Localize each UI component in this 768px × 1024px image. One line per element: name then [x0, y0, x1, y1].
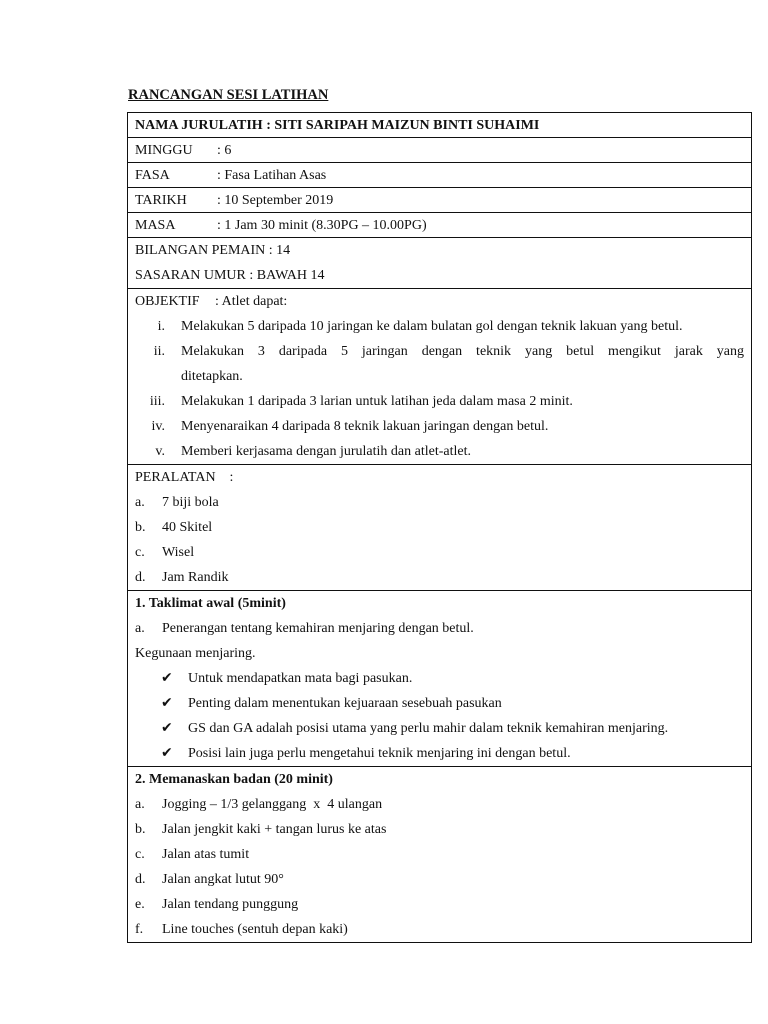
check-mark-icon: ✔ — [161, 745, 173, 761]
phase-value: : Fasa Latihan Asas — [217, 168, 327, 183]
warmup-item — [135, 792, 744, 817]
week-label: MINGGU — [135, 143, 193, 158]
equipment-text: Wisel — [162, 545, 195, 560]
date-label: TARIKH — [135, 193, 187, 208]
age-target: SASARAN UMUR : BAWAH 14 — [135, 268, 325, 283]
time-label: MASA — [135, 218, 176, 233]
week-row — [127, 138, 752, 163]
objective-item — [135, 439, 744, 464]
warmup-text: Jalan atas tumit — [162, 847, 250, 862]
briefing-letter: a. — [135, 621, 145, 636]
warmup-heading: 2. Memanaskan badan (20 minit) — [135, 772, 333, 787]
check-item-text: Penting dalam menentukan kejuaraan sesebuah pasukan — [188, 696, 502, 711]
briefing-subheading: Kegunaan menjaring. — [135, 646, 256, 661]
equipment-letter: d. — [135, 570, 146, 585]
check-mark-icon: ✔ — [161, 670, 173, 686]
time-row — [127, 213, 752, 238]
objective-item — [135, 389, 744, 414]
objective-heading — [135, 289, 744, 314]
warmup-text: Jalan tendang punggung — [162, 897, 299, 912]
equipment-text: 40 Skitel — [162, 520, 213, 535]
equipment-heading: PERALATAN : — [135, 470, 234, 485]
objective-text: Menyenaraikan 4 daripada 8 teknik lakuan jaringan dengan betul. — [181, 419, 549, 434]
warmup-letter: a. — [135, 797, 145, 812]
objective-text: Melakukan 5 daripada 10 jaringan ke dalam bulatan gol dengan teknik lakuan yang betul. — [181, 319, 683, 334]
equipment-letter: c. — [135, 545, 145, 560]
warmup-item — [135, 842, 744, 867]
objective-label: OBJEKTIF — [135, 294, 200, 309]
warmup-letter: e. — [135, 897, 145, 912]
warmup-letter: c. — [135, 847, 145, 862]
equipment-item — [135, 565, 744, 590]
objective-text: ditetapkan. — [181, 369, 243, 384]
objective-number: iii. — [149, 394, 165, 409]
session-plan-table — [127, 112, 752, 943]
equipment-letter: b. — [135, 520, 146, 535]
equipment-text: 7 biji bola — [162, 495, 219, 510]
warmup-item — [135, 917, 744, 942]
objective-text: Memberi kerjasama dengan jurulatih dan atlet-atlet. — [181, 444, 471, 459]
equipment-item — [135, 515, 744, 540]
warmup-item — [135, 817, 744, 842]
check-mark-icon: ✔ — [161, 720, 173, 736]
equipment-text: Jam Randik — [162, 570, 229, 585]
phase-label: FASA — [135, 168, 170, 183]
phase-row — [127, 163, 752, 188]
date-row — [127, 188, 752, 213]
document-title: RANCANGAN SESI LATIHAN — [128, 87, 329, 103]
warmup-section — [127, 767, 752, 943]
objective-item — [135, 314, 744, 339]
objective-number: v. — [155, 444, 165, 459]
players-age-row — [127, 238, 752, 289]
objective-item-continued — [135, 364, 744, 389]
warmup-letter: f. — [135, 922, 144, 937]
objective-number: ii. — [153, 344, 165, 359]
briefing-check-item — [135, 716, 744, 741]
objective-item — [135, 414, 744, 439]
objective-number: iv. — [151, 419, 165, 434]
players-count: BILANGAN PEMAIN : 14 — [135, 243, 291, 258]
briefing-check-item — [135, 691, 744, 716]
objective-intro: : Atlet dapat: — [215, 294, 288, 309]
warmup-text: Line touches (sentuh depan kaki) — [162, 922, 348, 937]
check-item-text: Posisi lain juga perlu mengetahui teknik menjaring ini dengan betul. — [188, 746, 571, 761]
objective-text: Melakukan 1 daripada 3 larian untuk latihan jeda dalam masa 2 minit. — [181, 394, 573, 409]
briefing-item — [135, 616, 744, 641]
time-value: : 1 Jam 30 minit (8.30PG – 10.00PG) — [217, 218, 427, 233]
objective-item — [135, 339, 744, 364]
briefing-section — [127, 591, 752, 767]
week-value: : 6 — [217, 143, 232, 158]
objective-number: i. — [157, 319, 165, 334]
date-value: : 10 September 2019 — [217, 193, 334, 208]
check-item-text: GS dan GA adalah posisi utama yang perlu mahir dalam teknik kemahiran menjaring. — [188, 721, 669, 736]
briefing-check-item — [135, 741, 744, 766]
equipment-item — [135, 540, 744, 565]
briefing-heading: 1. Taklimat awal (5minit) — [135, 596, 286, 611]
warmup-letter: b. — [135, 822, 146, 837]
warmup-text: Jalan jengkit kaki + tangan lurus ke atas — [162, 822, 387, 837]
warmup-text: Jalan angkat lutut 90° — [162, 872, 284, 887]
equipment-letter: a. — [135, 495, 145, 510]
briefing-text: Penerangan tentang kemahiran menjaring dengan betul. — [162, 621, 474, 636]
objective-section — [127, 289, 752, 465]
check-item-text: Untuk mendapatkan mata bagi pasukan. — [188, 671, 413, 686]
warmup-item — [135, 892, 744, 917]
briefing-check-item — [135, 666, 744, 691]
check-mark-icon: ✔ — [161, 695, 173, 711]
warmup-item — [135, 867, 744, 892]
warmup-text: Jogging – 1/3 gelanggang x 4 ulangan — [162, 797, 383, 812]
equipment-item — [135, 490, 744, 515]
equipment-section — [127, 465, 752, 591]
coach-name-row: NAMA JURULATIH : SITI SARIPAH MAIZUN BINTI SUHAIMI — [127, 113, 752, 138]
warmup-letter: d. — [135, 872, 146, 887]
objective-text: Melakukan 3 daripada 5 jaringan dengan teknik yang betul mengikut jarak yang — [181, 344, 744, 359]
